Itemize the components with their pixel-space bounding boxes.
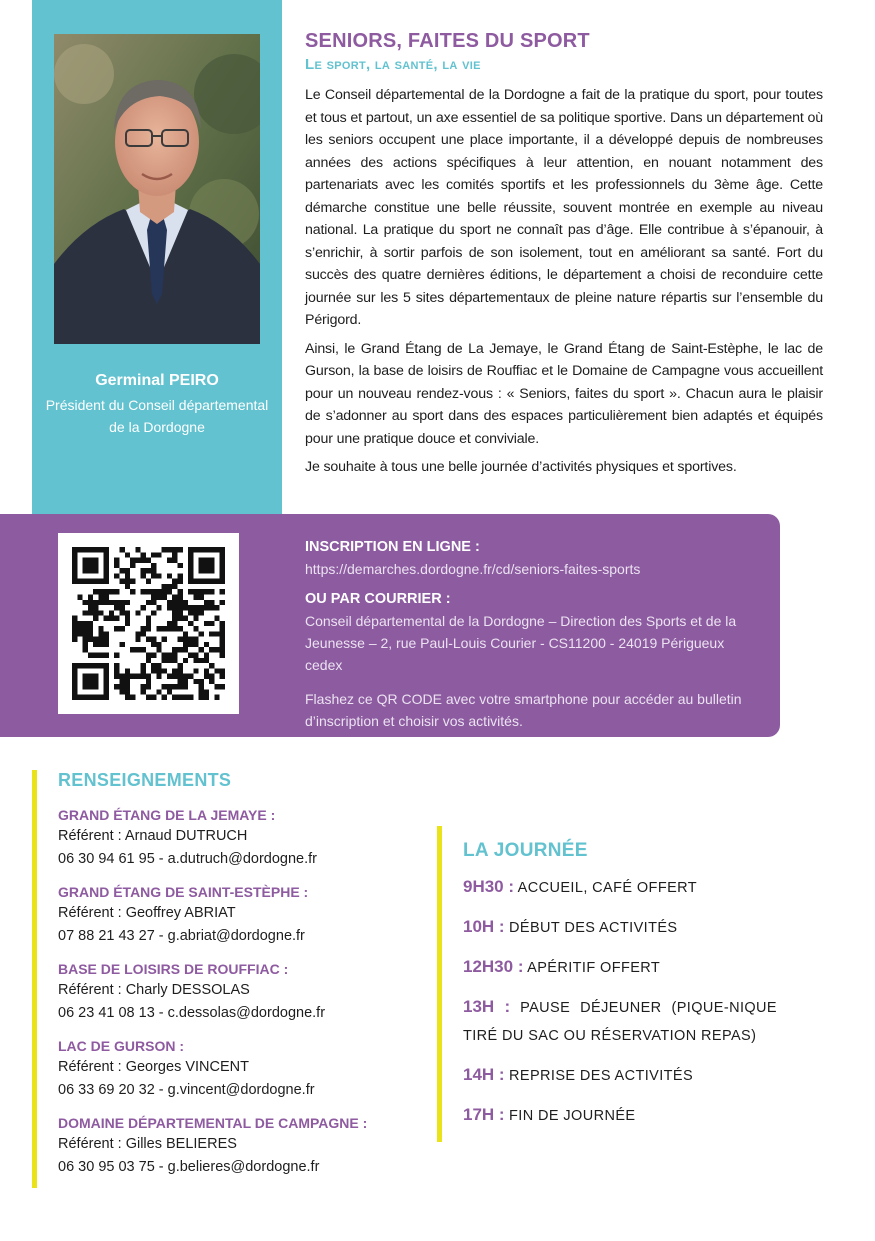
mail-heading: OU PAR COURRIER : [305, 591, 451, 607]
schedule-item [463, 1061, 777, 1090]
qr-instructions: Flashez ce QR CODE avec votre smartphone pour accéder au bulletin d’inscription et choisir vos activités. [305, 691, 742, 729]
journee-title: LA JOURNÉE [463, 840, 588, 861]
schedule-time: 14H : [463, 1065, 505, 1084]
intro-paragraph: Je souhaite à tous une belle journée d’activités physiques et sportives. [305, 459, 737, 475]
schedule-item [463, 953, 777, 982]
schedule-item [463, 993, 777, 1050]
site-phone-email[interactable]: 07 88 21 43 27 - g.abriat@dordogne.fr [58, 928, 305, 944]
site-phone-email[interactable]: 06 23 41 08 13 - c.dessolas@dordogne.fr [58, 1005, 326, 1021]
site-name: DOMAINE DÉPARTEMENTAL DE CAMPAGNE : [58, 1115, 368, 1131]
intro-section [305, 30, 823, 485]
inscription-text [305, 536, 761, 732]
site-referent: Référent : Georges VINCENT [58, 1059, 249, 1075]
schedule-label: FIN DE JOURNÉE [509, 1108, 636, 1124]
schedule-time: 9H30 : [463, 877, 515, 896]
president-photo [54, 34, 260, 344]
schedule-label: APÉRITIF OFFERT [527, 960, 661, 976]
intro-paragraph: Ainsi, le Grand Étang de La Jemaye, le Grand Étang de Saint-Estèphe, le lac de Gurson, la base de loisirs de Rouffiac et le Domaine de Campagne vous accueillent pour un nouveau rendez-vous : « Seniors, faites du sport ». Chacun aura le plaisir de s’adonner au sport dans des espaces particulièrement bien adaptés et équipés pour une pratique douce et conviviale. [305, 340, 823, 447]
site-referent: Référent : Gilles BELIERES [58, 1136, 237, 1152]
schedule-label: REPRISE DES ACTIVITÉS [509, 1068, 694, 1084]
site-name: GRAND ÉTANG DE LA JEMAYE : [58, 807, 276, 823]
schedule-item [463, 913, 777, 942]
site-contact [58, 882, 392, 948]
schedule-label: PAUSE DÉJEUNER (PIQUE-NIQUE TIRÉ DU SAC OU RÉSERVATION REPAS) [463, 1000, 777, 1044]
site-referent: Référent : Charly DESSOLAS [58, 982, 250, 998]
journee-section [437, 826, 777, 1142]
site-contact [58, 1036, 392, 1102]
online-url-link[interactable]: https://demarches.dordogne.fr/cd/seniors-faites-sports [305, 561, 641, 577]
renseignements-title: RENSEIGNEMENTS [58, 770, 232, 790]
president-role: Président du Conseil départemental de la Dordogne [45, 397, 269, 435]
schedule-time: 17H : [463, 1105, 505, 1124]
qr-code-icon [72, 547, 225, 700]
site-referent: Référent : Geoffrey ABRIAT [58, 905, 236, 921]
president-panel [32, 0, 282, 514]
renseignements-section [32, 770, 392, 1188]
inscription-band [0, 514, 780, 737]
site-contact [58, 805, 392, 871]
mail-address: Conseil départemental de la Dordogne – Direction des Sports et de la Jeunesse – 2, rue Paul-Louis Courier - CS11200 - 24019 Périgueux cedex [305, 613, 737, 673]
schedule-item [463, 873, 777, 902]
site-name: BASE DE LOISIRS DE ROUFFIAC : [58, 961, 289, 977]
schedule-label: ACCUEIL, CAFÉ OFFERT [517, 880, 698, 896]
site-contact [58, 1113, 392, 1179]
site-contact [58, 959, 392, 1025]
site-referent: Référent : Arnaud DUTRUCH [58, 828, 248, 844]
site-name: GRAND ÉTANG DE SAINT-ESTÈPHE : [58, 884, 309, 900]
schedule-label: DÉBUT DES ACTIVITÉS [509, 920, 678, 936]
qr-code[interactable] [58, 533, 239, 714]
schedule-time: 12H30 : [463, 957, 524, 976]
schedule-item [463, 1101, 777, 1130]
site-phone-email[interactable]: 06 30 95 03 75 - g.belieres@dordogne.fr [58, 1159, 320, 1175]
site-phone-email[interactable]: 06 33 69 20 32 - g.vincent@dordogne.fr [58, 1082, 315, 1098]
schedule-time: 13H : [463, 997, 511, 1016]
intro-body [305, 84, 823, 479]
intro-paragraph: Le Conseil départemental de la Dordogne a fait de la pratique du sport, pour toutes et tous et partout, un axe essentiel de sa politique sportive. Dans un département où les seniors occupent une place importante, il a développé depuis de nombreuses années des actions spécifiques à leur attention, en nouant notamment des partenariats avec les comités sportifs et les professionnels du 3ème âge. Cette démarche constitue une belle réussite, souvent montrée en exemple au niveau national. La pratique du sport ne connaît pas d’âge. Elle contribue à s’épanouir, à s’enrichir, à sortir parfois de son isolement, tout en améliorant sa santé. Fort du succès des quatre dernières éditions, le département a choisi de reconduire cette journée sur les 5 sites départementaux de pleine nature répartis sur l’ensemble du Périgord. [305, 87, 823, 328]
intro-title: SENIORS, FAITES DU SPORT [305, 30, 590, 52]
schedule-time: 10H : [463, 917, 505, 936]
online-heading: INSCRIPTION EN LIGNE : [305, 539, 480, 555]
site-name: LAC DE GURSON : [58, 1038, 184, 1054]
site-phone-email[interactable]: 06 30 94 61 95 - a.dutruch@dordogne.fr [58, 851, 317, 867]
president-name: Germinal PEIRO [95, 372, 219, 389]
intro-subtitle: Le sport, la santé, la vie [305, 56, 481, 73]
